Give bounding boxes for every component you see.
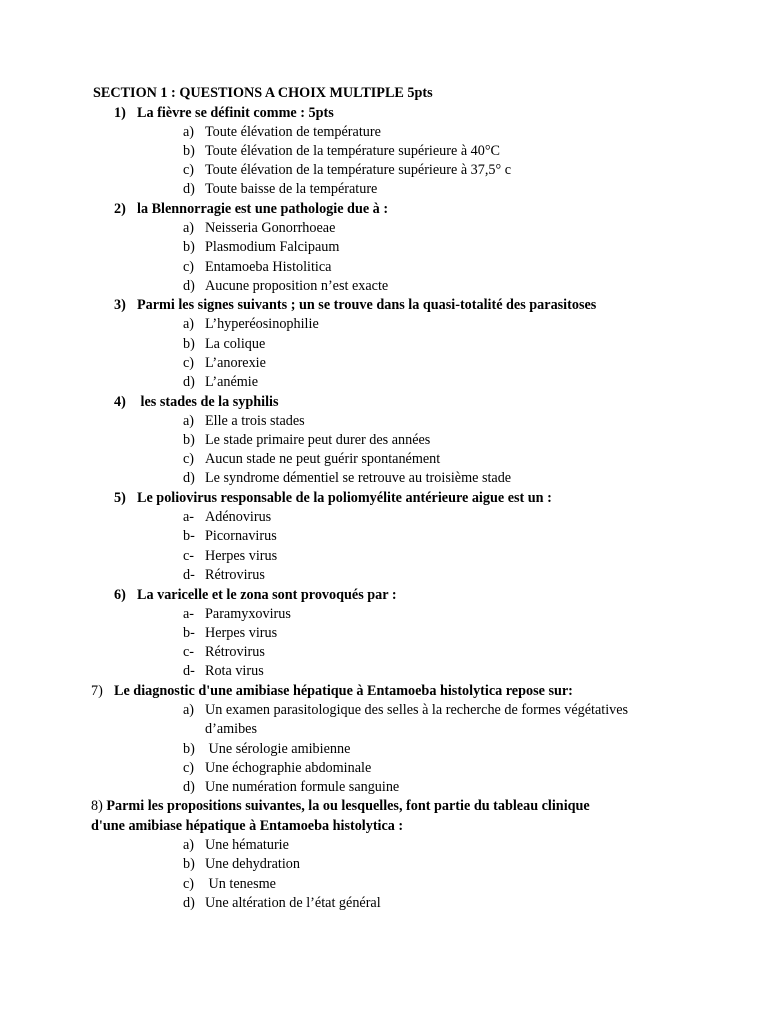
question-8 [91, 797, 590, 816]
question-2 [114, 200, 388, 219]
option-4c [183, 450, 440, 469]
option-text: Aucun stade ne peut guérir spontanément [205, 451, 441, 467]
option-label: b) [183, 856, 195, 872]
option-2c [183, 258, 331, 277]
option-text: Plasmodium Falcipaum [205, 239, 340, 255]
option-8a [183, 836, 289, 855]
option-label: d) [183, 895, 195, 911]
option-7a-continuation: d’amibes [205, 721, 258, 737]
section-title: SECTION 1 : QUESTIONS A CHOIX MULTIPLE 5pts [93, 85, 433, 101]
option-7c [183, 759, 371, 778]
option-label: b) [183, 239, 195, 255]
option-label: d) [183, 278, 195, 294]
question-number: 4) [114, 394, 126, 410]
option-label: a) [183, 837, 195, 853]
question-text: Parmi les propositions suivantes, la ou lesquelles, font partie du tableau clinique [106, 798, 590, 814]
option-3d [183, 373, 258, 392]
option-text: Herpes virus [205, 625, 278, 641]
option-5b [183, 527, 277, 546]
option-7d [183, 778, 399, 797]
option-text: Une hématurie [205, 837, 289, 853]
option-label: c) [183, 760, 195, 776]
question-5 [114, 489, 552, 508]
option-label: c) [183, 451, 195, 467]
option-text: Une altération de l’état général [205, 895, 381, 911]
question-number: 3) [114, 297, 126, 313]
question-text: Le poliovirus responsable de la poliomyélite antérieure aigue est un : [137, 490, 552, 506]
option-text: L’anémie [205, 374, 259, 390]
option-text: Rota virus [205, 663, 264, 679]
option-text: Le syndrome démentiel se retrouve au troisième stade [205, 470, 512, 486]
option-text: Neisseria Gonorrhoeae [205, 220, 336, 236]
option-text: L’anorexie [205, 355, 266, 371]
option-label: b) [183, 336, 195, 352]
option-label: a) [183, 316, 195, 332]
question-number: 8) [91, 798, 103, 814]
option-text: Rétrovirus [205, 644, 265, 660]
question-4 [114, 393, 279, 412]
option-text: Aucune proposition n’est exacte [205, 278, 389, 294]
option-text: Toute élévation de la température supérieure à 40°C [205, 143, 501, 159]
option-7a [183, 701, 628, 720]
option-4d [183, 469, 511, 488]
option-6c [183, 643, 265, 662]
question-6 [114, 586, 397, 605]
option-5c [183, 547, 277, 566]
option-label: d- [183, 663, 195, 679]
option-text: Une échographie abdominale [205, 760, 372, 776]
option-1b [183, 142, 500, 161]
option-6d [183, 662, 264, 681]
option-5a [183, 508, 271, 527]
option-1d [183, 180, 377, 199]
question-number: 6) [114, 587, 126, 603]
question-text: Parmi les signes suivants ; un se trouve dans la quasi-totalité des parasitoses [137, 297, 597, 313]
option-text: Un examen parasitologique des selles à la recherche de formes végétatives [205, 702, 629, 718]
option-text: Rétrovirus [205, 567, 265, 583]
option-text: Toute élévation de la température supérieure à 37,5° c [205, 162, 512, 178]
question-3 [114, 296, 596, 315]
option-label: b- [183, 625, 195, 641]
question-7 [91, 682, 573, 701]
option-label: a) [183, 124, 195, 140]
option-label: c) [183, 355, 195, 371]
option-label: c) [183, 876, 195, 892]
option-3c [183, 354, 266, 373]
option-3b [183, 335, 265, 354]
question-8-continuation: d'une amibiase hépatique à Entamoeba histolytica : [91, 818, 404, 834]
option-3a [183, 315, 319, 334]
option-6b [183, 624, 277, 643]
option-1a [183, 123, 381, 142]
question-text: la Blennorragie est une pathologie due à : [137, 201, 389, 217]
option-text: Le stade primaire peut durer des années [205, 432, 431, 448]
option-1c [183, 161, 511, 180]
option-7b [183, 740, 350, 759]
option-2b [183, 238, 339, 257]
option-label: d- [183, 567, 195, 583]
option-text: Toute baisse de la température [205, 181, 378, 197]
option-4a [183, 412, 305, 431]
option-label: c) [183, 162, 195, 178]
option-label: a- [183, 606, 195, 622]
option-text: Adénovirus [205, 509, 272, 525]
question-text: Le diagnostic d'une amibiase hépatique à Entamoeba histolytica repose sur: [114, 683, 573, 699]
option-text: L’hyperéosinophilie [205, 316, 319, 332]
option-6a [183, 605, 291, 624]
option-label: a) [183, 413, 195, 429]
option-2d [183, 277, 388, 296]
option-8d [183, 894, 381, 913]
question-text: La varicelle et le zona sont provoqués par : [137, 587, 397, 603]
question-number: 1) [114, 105, 126, 121]
option-text: Une dehydration [205, 856, 300, 872]
option-text: Paramyxovirus [205, 606, 291, 622]
question-text: les stades de la syphilis [137, 394, 279, 410]
option-label: c- [183, 644, 195, 660]
option-label: c- [183, 548, 195, 564]
option-text: Elle a trois stades [205, 413, 305, 429]
option-label: d) [183, 374, 195, 390]
option-label: a- [183, 509, 195, 525]
option-5d [183, 566, 265, 585]
question-1 [114, 104, 334, 123]
option-text: Une numération formule sanguine [205, 779, 400, 795]
option-label: a) [183, 702, 195, 718]
option-text: Une sérologie amibienne [205, 741, 351, 757]
option-4b [183, 431, 430, 450]
question-text: La fièvre se définit comme : 5pts [137, 105, 334, 121]
option-label: b- [183, 528, 195, 544]
question-number: 7) [91, 683, 103, 699]
option-text: La colique [205, 336, 266, 352]
option-label: b) [183, 741, 195, 757]
option-label: b) [183, 143, 195, 159]
option-8b [183, 855, 300, 874]
option-label: a) [183, 220, 195, 236]
option-label: d) [183, 779, 195, 795]
option-8c [183, 875, 276, 894]
option-text: Herpes virus [205, 548, 278, 564]
question-number: 5) [114, 490, 126, 506]
question-number: 2) [114, 201, 126, 217]
option-text: Picornavirus [205, 528, 277, 544]
option-text: Un tenesme [205, 876, 276, 892]
option-label: d) [183, 181, 195, 197]
option-2a [183, 219, 335, 238]
option-label: c) [183, 259, 195, 275]
option-label: b) [183, 432, 195, 448]
option-label: d) [183, 470, 195, 486]
option-text: Toute élévation de température [205, 124, 381, 140]
option-text: Entamoeba Histolitica [205, 259, 332, 275]
